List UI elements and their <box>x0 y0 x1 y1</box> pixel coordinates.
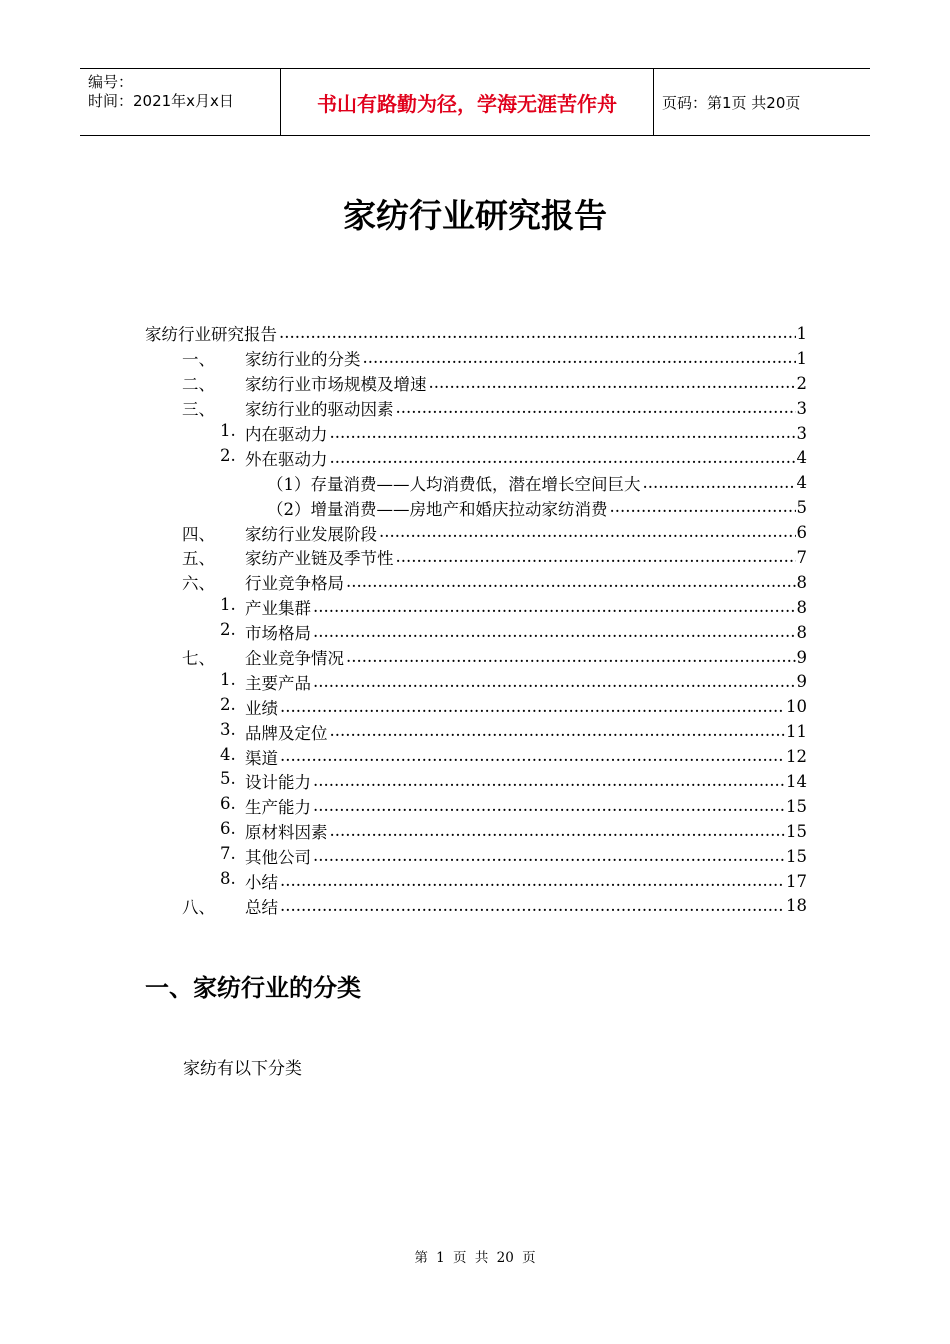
toc-entry-label: 家纺行业发展阶段 <box>245 521 378 545</box>
header-motto-cell <box>281 69 654 135</box>
toc-entry-label: 市场格局 <box>245 620 312 644</box>
toc-entry[interactable] <box>145 545 807 570</box>
toc-dot-leader <box>643 475 796 492</box>
code-label: 编号： <box>88 73 134 91</box>
toc-dot-leader <box>279 325 796 342</box>
toc-dot-leader <box>346 649 796 666</box>
motto-text: 书山有路勤为径，学海无涯苦作舟 <box>317 91 617 116</box>
header-left-cell <box>80 69 281 135</box>
page-info: 页码：第1页 共20页 <box>662 93 801 112</box>
toc-entry-label: 其他公司 <box>245 844 312 868</box>
header-page-cell <box>654 69 870 135</box>
toc-entry-page: 7 <box>796 547 807 567</box>
toc-entry[interactable] <box>145 396 807 421</box>
toc-entry-label: 企业竞争情况 <box>245 645 345 669</box>
toc-entry-page: 12 <box>786 747 807 767</box>
toc-entry-page: 2 <box>796 373 807 393</box>
toc-entry-number: 五、 <box>182 549 215 569</box>
toc-entry-page: 10 <box>786 697 807 717</box>
toc-entry-page: 15 <box>786 796 807 816</box>
toc-entry-number: 5. <box>220 769 236 789</box>
toc-entry-number: 四、 <box>182 524 215 544</box>
toc-entry-number: 1. <box>220 421 236 440</box>
toc-entry[interactable] <box>145 371 807 396</box>
toc-dot-leader <box>313 599 796 616</box>
toc-entry-page: 5 <box>796 498 807 518</box>
toc-entry-page: 17 <box>786 871 807 891</box>
toc-dot-leader <box>313 624 796 641</box>
toc-entry-page: 1 <box>796 348 807 368</box>
toc-entry-page: 1 <box>796 323 807 343</box>
toc-dot-leader <box>313 798 785 815</box>
page-footer: 第 1 页 共 20 页 <box>414 1250 536 1266</box>
toc-entry-number: 8. <box>220 869 236 889</box>
toc-entry-number: 6. <box>220 819 236 839</box>
toc-entry-page: 14 <box>786 771 807 791</box>
toc-entry-number: 1. <box>220 669 236 689</box>
toc-dot-leader <box>330 450 796 467</box>
toc-entry-label: 小结 <box>245 869 279 893</box>
toc-dot-leader <box>280 699 785 716</box>
toc-entry-label: 外在驱动力 <box>245 446 329 470</box>
toc-dot-leader <box>379 524 796 541</box>
section-body-text: 家纺有以下分类 <box>183 1059 302 1079</box>
toc-dot-leader <box>313 848 785 865</box>
toc-dot-leader <box>363 350 796 367</box>
toc-entry-page: 9 <box>796 672 807 692</box>
toc-entry-label: 家纺产业链及季节性 <box>245 545 395 569</box>
toc-entry-label: 原材料因素 <box>245 819 329 843</box>
toc-entry[interactable] <box>145 669 807 694</box>
toc-entry-page: 8 <box>796 597 807 617</box>
toc-entry-label: 家纺行业市场规模及增速 <box>245 371 428 395</box>
toc-entry-page: 15 <box>786 846 807 866</box>
toc-dot-leader <box>330 723 786 740</box>
toc-entry[interactable] <box>145 445 807 470</box>
toc-entry-label: （1）存量消费——人均消费低，潜在增长空间巨大 <box>267 471 642 495</box>
toc-entry-label: 家纺行业的驱动因素 <box>245 396 395 420</box>
toc-entry-page: 3 <box>796 423 807 443</box>
toc-entry[interactable] <box>145 744 807 769</box>
toc-dot-leader <box>280 748 785 765</box>
toc-entry[interactable] <box>145 595 807 620</box>
time-label: 时间：2021年x月x日 <box>88 92 234 110</box>
toc-entry-page: 9 <box>796 647 807 667</box>
toc-entry-number: 2. <box>220 620 236 640</box>
toc-entry-page: 8 <box>796 572 807 592</box>
toc-entry[interactable] <box>145 570 807 595</box>
toc-entry[interactable] <box>145 321 807 346</box>
toc-dot-leader <box>346 574 796 591</box>
toc-entry[interactable] <box>145 645 807 670</box>
table-of-contents <box>145 321 807 918</box>
toc-entry-number: 2. <box>220 445 236 465</box>
toc-dot-leader <box>330 823 786 840</box>
toc-dot-leader <box>280 873 785 890</box>
section-heading: 一、家纺行业的分类 <box>145 974 361 1002</box>
toc-dot-leader <box>313 674 796 691</box>
toc-entry-label: 设计能力 <box>245 769 312 793</box>
toc-entry[interactable] <box>145 421 807 446</box>
toc-dot-leader <box>396 400 796 417</box>
toc-entry-label: 产业集群 <box>245 595 312 619</box>
toc-entry-label: （2）增量消费——房地产和婚庆拉动家纺消费 <box>267 496 609 520</box>
toc-entry-number: 2. <box>220 694 236 714</box>
toc-entry[interactable] <box>145 794 807 819</box>
toc-entry-label: 主要产品 <box>245 670 312 694</box>
toc-entry-label: 生产能力 <box>245 794 312 818</box>
toc-entry-label: 品牌及定位 <box>245 720 329 744</box>
toc-entry[interactable] <box>145 719 807 744</box>
toc-entry[interactable] <box>145 769 807 794</box>
toc-entry[interactable] <box>145 694 807 719</box>
toc-entry-number: 一、 <box>182 350 215 370</box>
toc-entry-number: 1. <box>220 595 236 615</box>
toc-entry-label: 行业竞争格局 <box>245 570 345 594</box>
toc-entry-page: 3 <box>796 398 807 418</box>
toc-entry[interactable] <box>145 869 807 894</box>
toc-entry-number: 3. <box>220 719 236 739</box>
toc-entry[interactable] <box>145 620 807 645</box>
toc-entry-page: 15 <box>786 821 807 841</box>
toc-entry[interactable] <box>145 470 807 495</box>
toc-entry-label: 内在驱动力 <box>245 421 329 445</box>
toc-entry-page: 4 <box>796 448 807 468</box>
toc-entry-page: 4 <box>796 473 807 493</box>
toc-entry[interactable] <box>145 819 807 844</box>
toc-entry[interactable] <box>145 520 807 545</box>
toc-entry[interactable] <box>145 346 807 371</box>
toc-entry-label: 业绩 <box>245 695 279 719</box>
toc-dot-leader <box>610 499 796 516</box>
toc-entry-label: 总结 <box>245 894 279 918</box>
toc-dot-leader <box>313 773 785 790</box>
toc-entry-page: 6 <box>796 523 807 543</box>
toc-dot-leader <box>429 375 796 392</box>
toc-entry-number: 4. <box>220 744 236 764</box>
toc-entry[interactable] <box>145 495 807 520</box>
toc-entry-number: 八、 <box>182 897 215 917</box>
document-title: 家纺行业研究报告 <box>343 196 607 235</box>
toc-dot-leader <box>396 549 796 566</box>
toc-entry-label: 家纺行业的分类 <box>245 346 362 370</box>
toc-entry-number: 三、 <box>182 400 215 420</box>
toc-entry-label: 家纺行业研究报告 <box>145 321 278 345</box>
toc-entry-number: 二、 <box>182 375 215 395</box>
toc-dot-leader <box>330 425 796 442</box>
toc-entry-number: 七、 <box>182 649 215 669</box>
toc-entry[interactable] <box>145 893 807 918</box>
toc-entry-number: 7. <box>220 844 236 864</box>
toc-dot-leader <box>280 898 785 915</box>
toc-entry-label: 渠道 <box>245 745 279 769</box>
toc-entry-number: 6. <box>220 794 236 814</box>
toc-entry[interactable] <box>145 844 807 869</box>
toc-entry-page: 18 <box>786 896 807 916</box>
toc-entry-number: 六、 <box>182 574 215 594</box>
toc-entry-page: 11 <box>786 722 807 742</box>
page-header-table <box>80 68 870 136</box>
toc-entry-page: 8 <box>796 622 807 642</box>
